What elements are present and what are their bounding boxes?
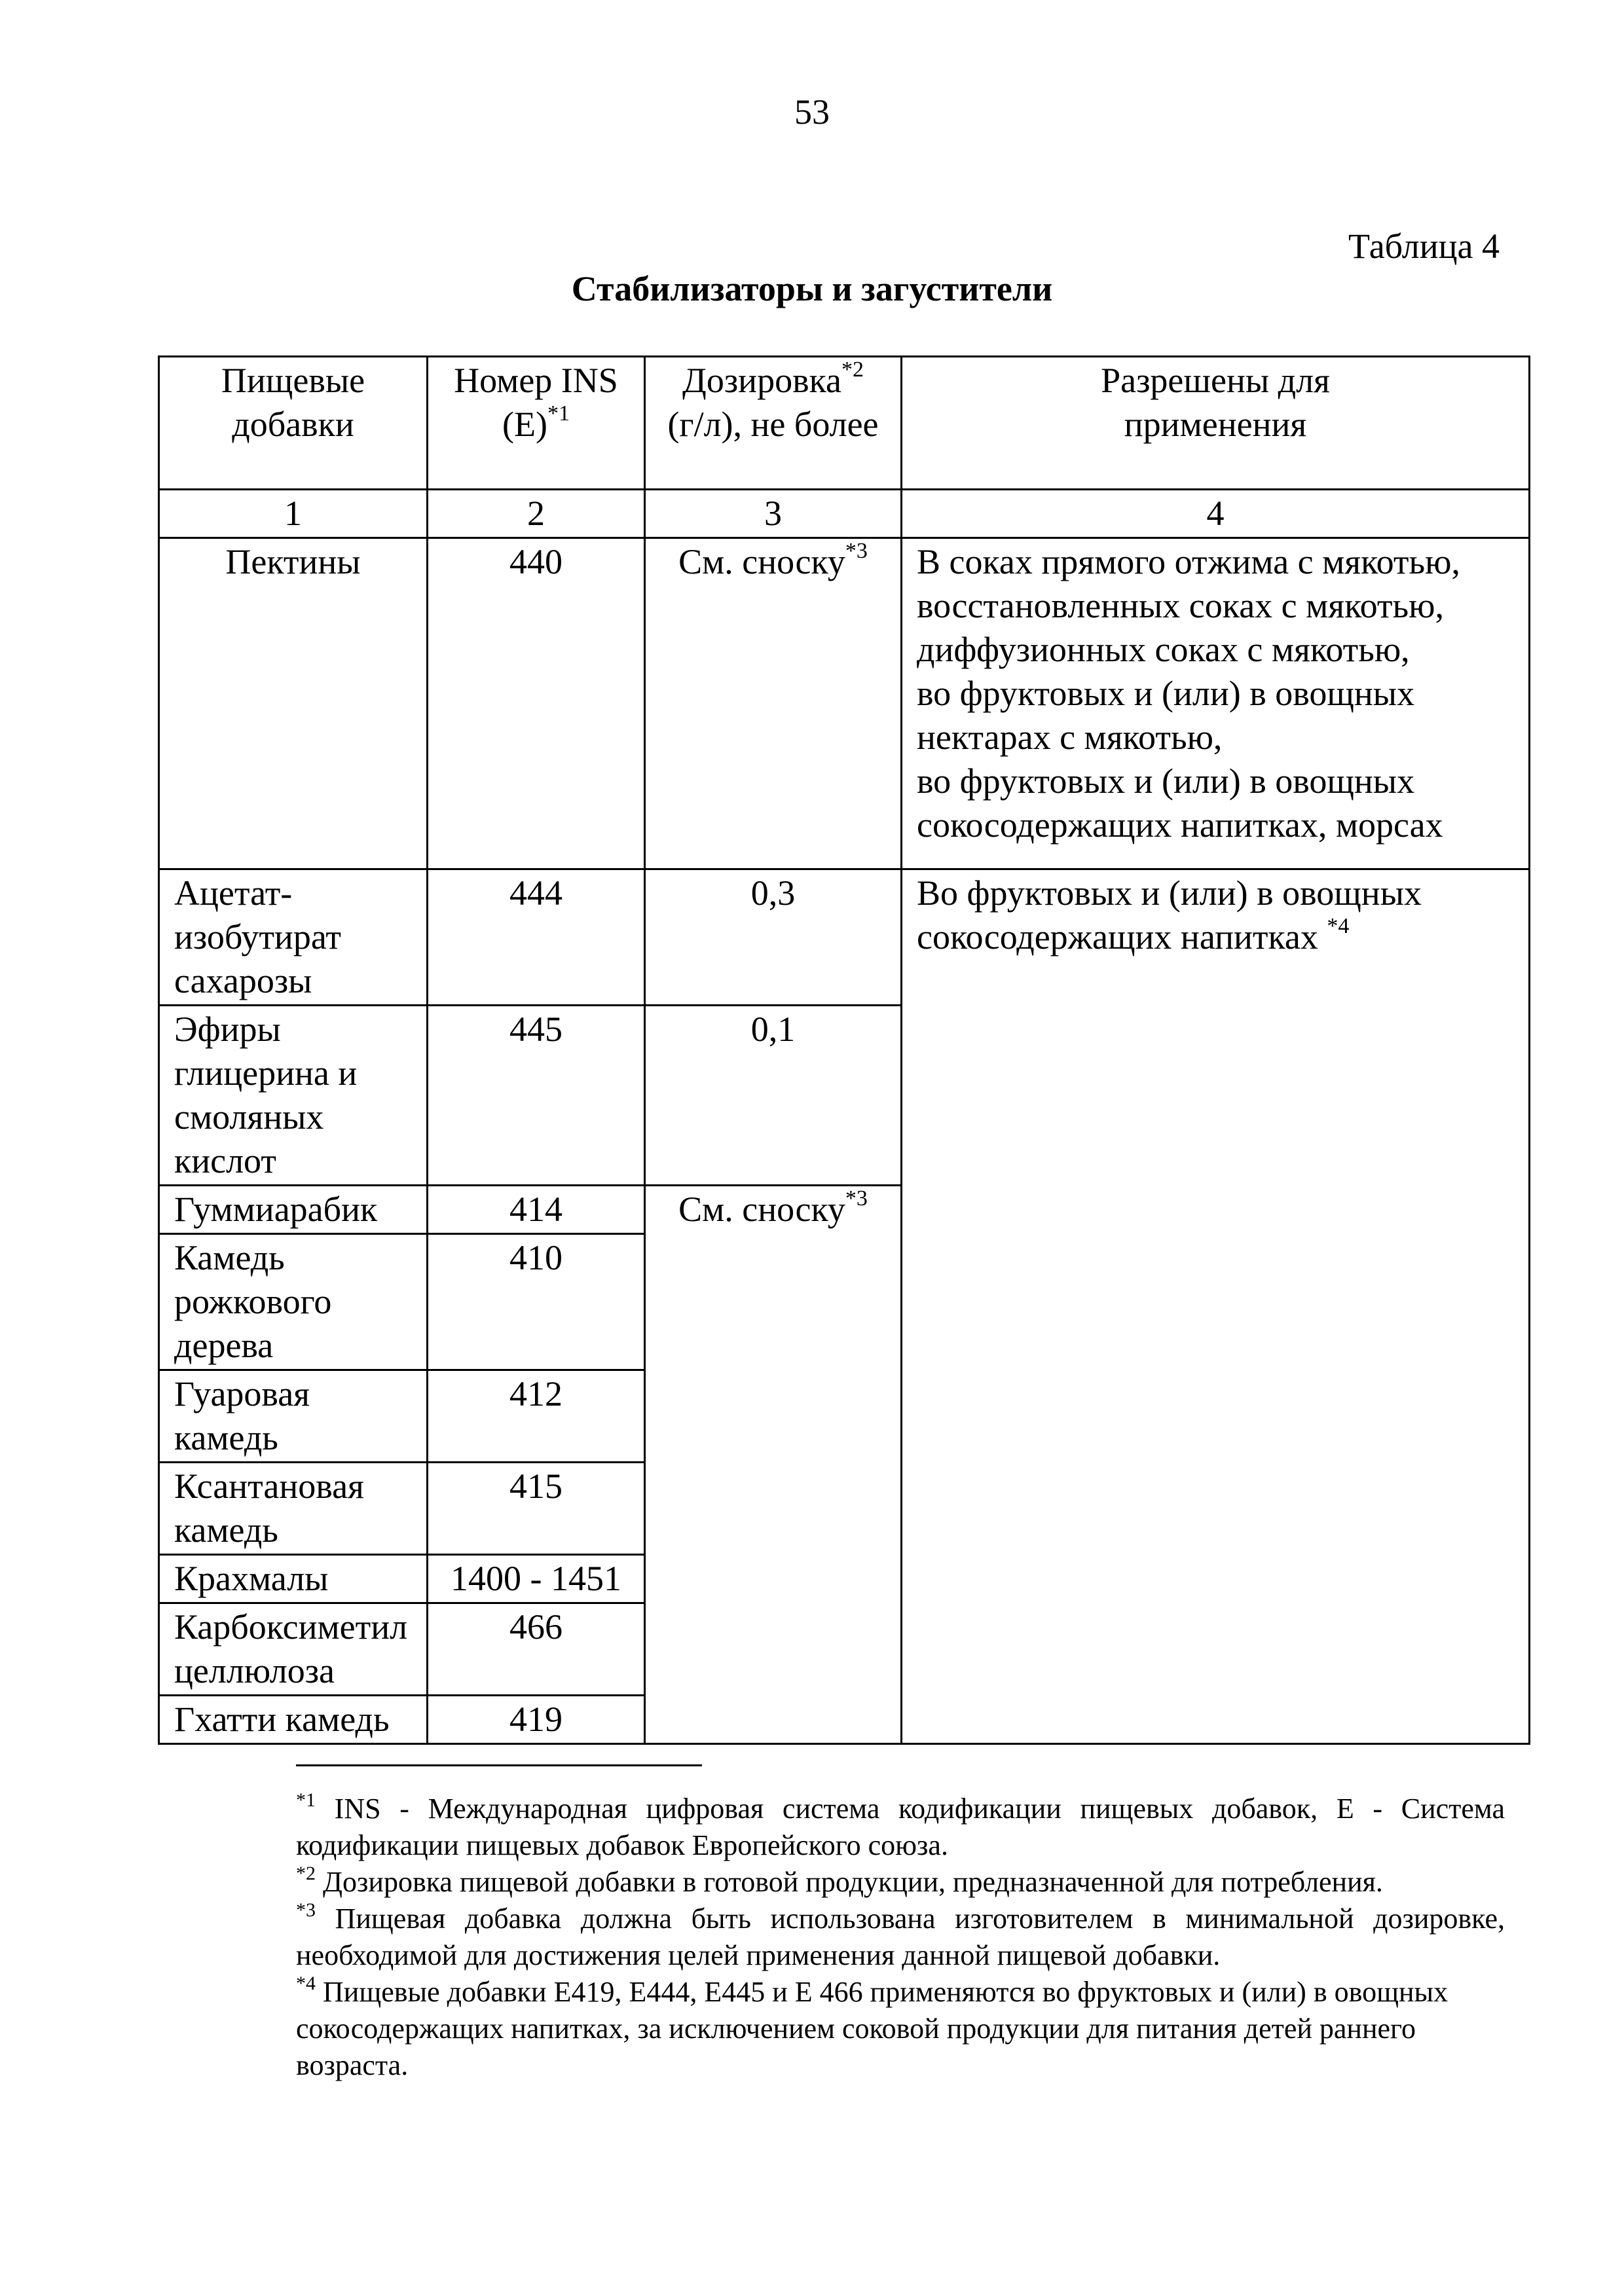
column-number: 3: [645, 490, 902, 538]
table-row: [159, 538, 1530, 869]
dosage: См. сноску$^{*3}$: [645, 1186, 902, 1744]
page-number: 53: [794, 92, 830, 132]
dosage: 0,1: [645, 1006, 902, 1186]
table-row: [159, 869, 1530, 1006]
additive-name: Карбоксиметилцеллюлоза: [159, 1603, 428, 1696]
header-dosage: Дозировка$^{*2}$ (г/л), не более: [645, 357, 902, 490]
ins-number: 419: [428, 1696, 645, 1744]
dosage: См. сноску$^{*3}$: [645, 538, 902, 869]
permitted-use: В соках прямого отжима с мякотью, восстановленных соках с мякотью, диффузионных соках с мякотью, во фруктовых и (или) в овощных нектарах с мякотью, во фруктовых и (или) в овощных сокосодержащих напитках, морсах: [902, 538, 1530, 869]
header-permitted-use: Разрешены для применения: [902, 357, 1530, 490]
footnote-1: $^{*1}$ INS - Международная цифровая система кодификации пищевых добавок, Е - Система кодификации пищевых добавок Европейского союза.: [296, 1789, 1505, 1861]
footnotes: [296, 1791, 1505, 2084]
header-additives: Пищевые добавки: [159, 357, 428, 490]
permitted-use: Во фруктовых и (или) в овощных сокосодержащих напитках $^{*4}$: [902, 869, 1530, 1744]
additive-name: Гуаровая камедь: [159, 1370, 428, 1463]
column-number: 4: [902, 490, 1530, 538]
column-number: 2: [428, 490, 645, 538]
ins-number: 445: [428, 1006, 645, 1186]
table-label: Таблица 4: [1348, 227, 1500, 266]
ins-number: 415: [428, 1463, 645, 1555]
table-title: Стабилизаторы и загустители: [571, 269, 1053, 308]
additive-name: Крахмалы: [159, 1555, 428, 1603]
ins-number: 440: [428, 538, 645, 869]
footnote-separator: [296, 1764, 702, 1766]
additive-name: Камедь рожкового дерева: [159, 1234, 428, 1370]
additive-name: Гхатти камедь: [159, 1696, 428, 1744]
ins-number: 410: [428, 1234, 645, 1370]
table-header-row: [159, 357, 1530, 490]
footnote-3: $^{*3}$ Пищевая добавка должна быть использована изготовителем в минимальной дозировке, необходимой для достижения целей применения данной пищевой добавки.: [296, 1899, 1505, 1971]
column-number-row: [159, 490, 1530, 538]
header-ins-number: Номер INS $(E)^{*1}$: [428, 357, 645, 490]
additive-name: Ксантановая камедь: [159, 1463, 428, 1555]
additive-name: Пектины: [159, 538, 428, 869]
ins-number: 412: [428, 1370, 645, 1463]
footnote-2: $^{*2}$ Дозировка пищевой добавки в готовой продукции, предназначенной для потребления.: [296, 1863, 1383, 1898]
additives-table: [158, 355, 1530, 1745]
ins-number: 444: [428, 869, 645, 1006]
column-number: 1: [159, 490, 428, 538]
dosage: 0,3: [645, 869, 902, 1006]
ins-number: 466: [428, 1603, 645, 1696]
additive-name: Ацетат-изобутират сахарозы: [159, 869, 428, 1006]
footnote-4: $^{*4}$ Пищевые добавки Е419, Е444, Е445 и Е 466 применяются во фруктовых и (или) в овощных сокосодержащих напитках, за исключением соковой продукции для питания детей раннего возраста.: [296, 1973, 1449, 2081]
additive-name: Эфиры глицерина и смоляных кислот: [159, 1006, 428, 1186]
ins-number: 414: [428, 1186, 645, 1234]
ins-number: 1400 - 1451: [428, 1555, 645, 1603]
additive-name: Гуммиарабик: [159, 1186, 428, 1234]
